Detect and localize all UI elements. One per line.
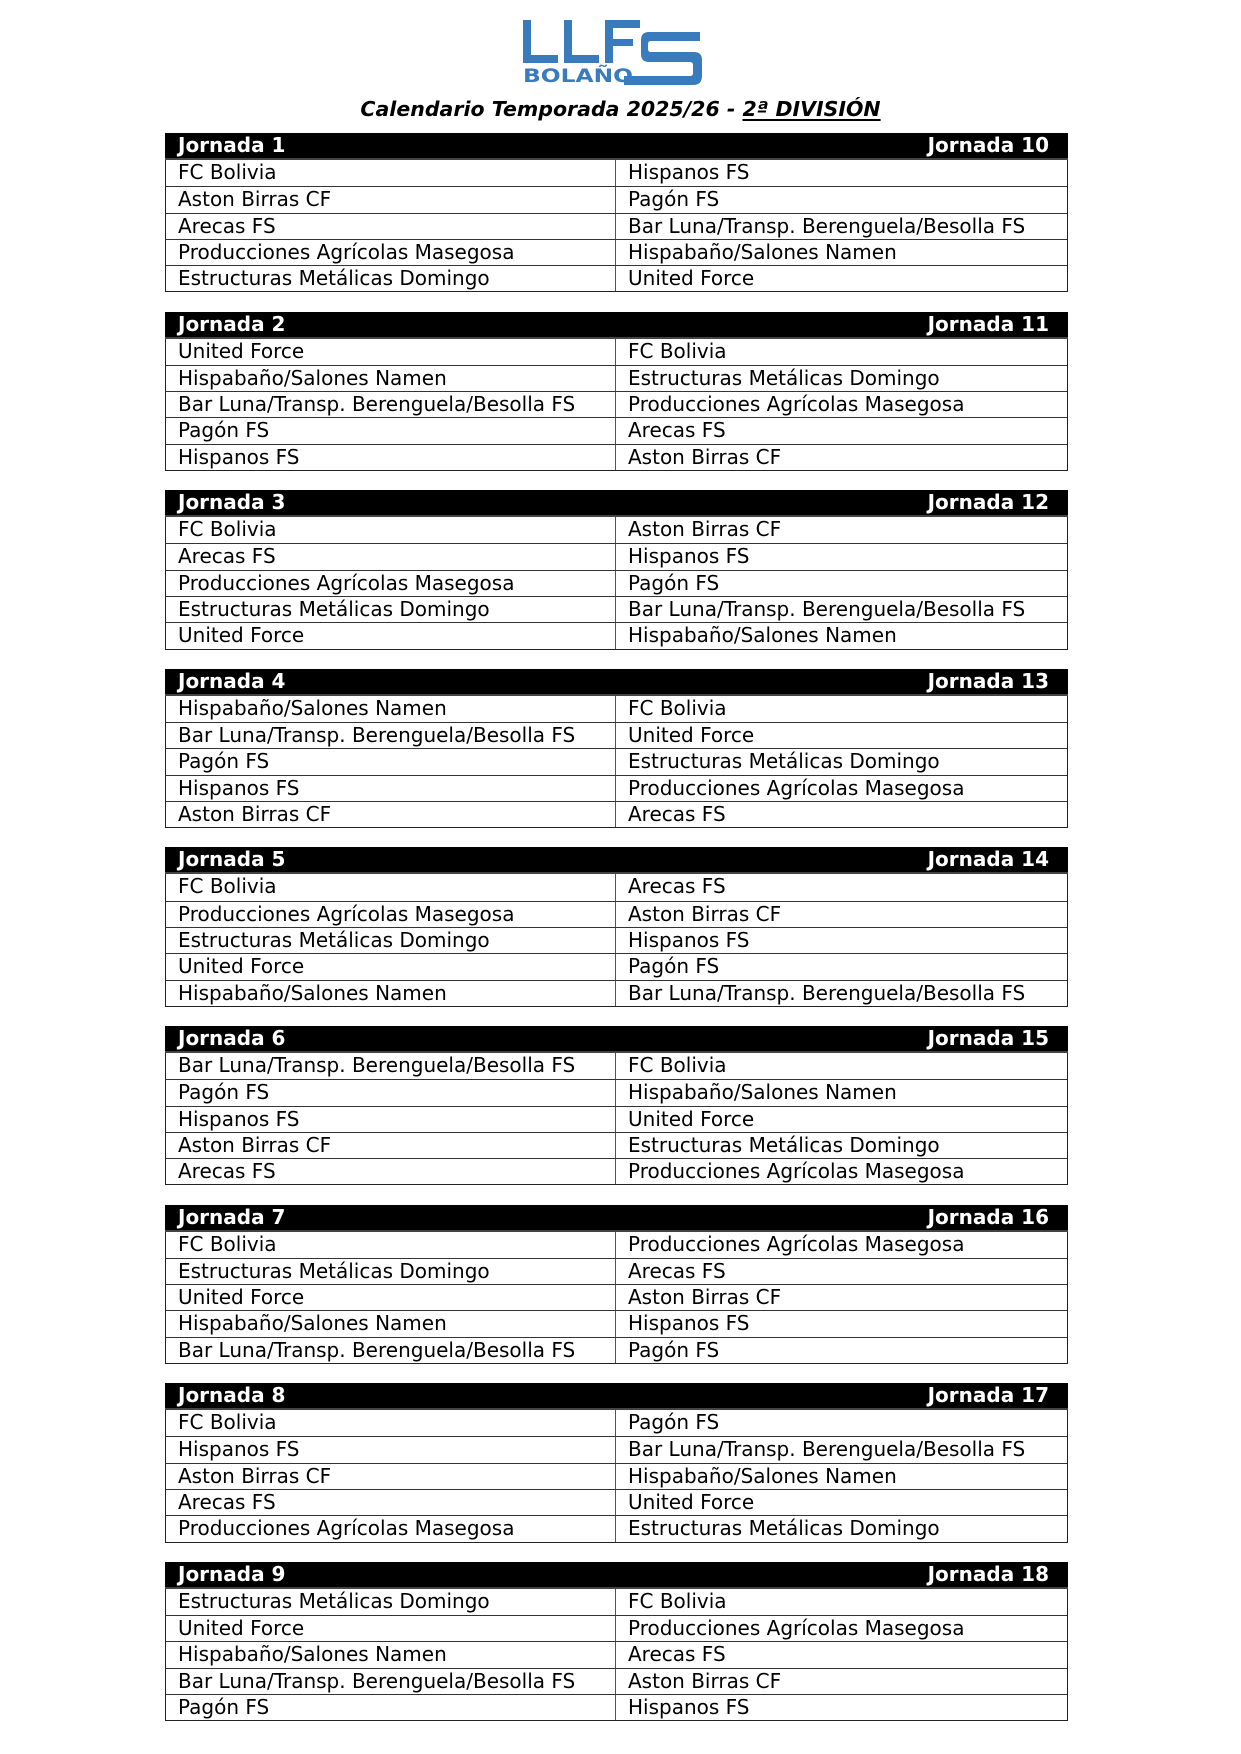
home-team: Bar Luna/Transp. Berenguela/Besolla FS (166, 723, 616, 748)
home-team: FC Bolivia (166, 517, 616, 543)
away-team: FC Bolivia (628, 1053, 727, 1077)
match-row (166, 1158, 1067, 1184)
away-team: Aston Birras CF (628, 1668, 782, 1693)
match-row (166, 722, 1067, 748)
matchday-block (165, 669, 1068, 828)
match-row (166, 160, 1067, 186)
home-team: Aston Birras CF (166, 187, 616, 212)
home-team: Hispabaño/Salones Namen (166, 981, 616, 1006)
title-division: 2ª DIVISIÓN (742, 97, 881, 121)
match-row (166, 570, 1067, 596)
matchday-block (165, 312, 1068, 471)
match-row (166, 1132, 1067, 1158)
matchday-header (165, 133, 1068, 160)
match-row (166, 1589, 1067, 1615)
matchday-header (165, 669, 1068, 696)
away-team: Aston Birras CF (628, 1285, 782, 1310)
match-row (166, 927, 1067, 953)
matchday-header (165, 1026, 1068, 1053)
first-leg-label: Jornada 2 (178, 311, 286, 336)
llfs-bolano-logo (522, 18, 704, 86)
home-team: Hispanos FS (166, 1107, 616, 1132)
match-row (166, 748, 1067, 774)
matchday-block (165, 847, 1068, 1006)
match-list (165, 1232, 1068, 1364)
match-list (165, 1410, 1068, 1542)
away-team: United Force (628, 1106, 755, 1131)
matchday-block (165, 1383, 1068, 1542)
home-team: Aston Birras CF (166, 1464, 616, 1489)
matchday-block (165, 133, 1068, 292)
home-team: Producciones Agrícolas Masegosa (166, 240, 616, 265)
match-list (165, 339, 1068, 471)
first-leg-label: Jornada 6 (178, 1026, 286, 1050)
home-team: Pagón FS (166, 418, 616, 443)
away-team: Hispanos FS (628, 927, 750, 952)
match-row (166, 775, 1067, 801)
home-team: FC Bolivia (166, 1410, 616, 1436)
home-team: Estructuras Metálicas Domingo (166, 928, 616, 953)
away-team: Arecas FS (628, 874, 726, 899)
match-list (165, 1589, 1068, 1721)
home-team: United Force (166, 1285, 616, 1310)
away-team: Pagón FS (628, 1337, 720, 1362)
second-leg-label: Jornada 16 (927, 1204, 1049, 1229)
matchday-block (165, 1026, 1068, 1185)
matchday-header (165, 1383, 1068, 1410)
away-team: Hispanos FS (628, 1311, 750, 1336)
logo-text-bottom: BOLAÑO (523, 65, 613, 86)
match-row (166, 1232, 1067, 1258)
away-team: FC Bolivia (628, 1588, 727, 1613)
match-row (166, 1258, 1067, 1284)
home-team: Bar Luna/Transp. Berenguela/Besolla FS (166, 1338, 616, 1363)
second-leg-label: Jornada 15 (927, 1026, 1049, 1050)
first-leg-label: Jornada 5 (178, 847, 286, 872)
home-team: Arecas FS (166, 1159, 616, 1184)
match-row (166, 1615, 1067, 1641)
away-team: Producciones Agrícolas Masegosa (628, 775, 965, 800)
away-team: Estructuras Metálicas Domingo (628, 749, 940, 774)
match-list (165, 696, 1068, 828)
match-row (166, 1106, 1067, 1132)
first-leg-label: Jornada 3 (178, 490, 286, 515)
home-team: United Force (166, 954, 616, 979)
home-team: Producciones Agrícolas Masegosa (166, 1516, 616, 1541)
away-team: Aston Birras CF (628, 517, 782, 542)
away-team: Producciones Agrícolas Masegosa (628, 1231, 965, 1256)
home-team: Arecas FS (166, 544, 616, 569)
match-row (166, 1310, 1067, 1336)
away-team: United Force (628, 1490, 755, 1515)
away-team: Bar Luna/Transp. Berenguela/Besolla FS (628, 1437, 1026, 1462)
match-row (166, 339, 1067, 365)
home-team: Pagón FS (166, 1695, 616, 1720)
home-team: FC Bolivia (166, 160, 616, 186)
away-team: Pagón FS (628, 570, 720, 595)
match-list (165, 874, 1068, 1006)
away-team: Arecas FS (628, 1642, 726, 1667)
home-team: Estructuras Metálicas Domingo (166, 1259, 616, 1284)
away-team: Pagón FS (628, 1410, 720, 1435)
away-team: Bar Luna/Transp. Berenguela/Besolla FS (628, 213, 1026, 238)
first-leg-label: Jornada 7 (178, 1204, 286, 1229)
home-team: Hispabaño/Salones Namen (166, 1642, 616, 1667)
second-leg-label: Jornada 14 (927, 847, 1049, 872)
match-row (166, 186, 1067, 212)
home-team: Arecas FS (166, 1490, 616, 1515)
match-row (166, 1515, 1067, 1541)
match-row (166, 953, 1067, 979)
away-team: Aston Birras CF (628, 901, 782, 926)
match-row (166, 1463, 1067, 1489)
home-team: Estructuras Metálicas Domingo (166, 597, 616, 622)
logo-letter-l2-foot (564, 55, 599, 63)
second-leg-label: Jornada 10 (927, 133, 1049, 157)
home-team: Bar Luna/Transp. Berenguela/Besolla FS (166, 1053, 616, 1079)
match-row (166, 239, 1067, 265)
match-row (166, 1641, 1067, 1667)
match-row (166, 391, 1067, 417)
away-team: Producciones Agrícolas Masegosa (628, 1616, 965, 1641)
matchday-header (165, 490, 1068, 517)
away-team: Estructuras Metálicas Domingo (628, 1132, 940, 1157)
second-leg-label: Jornada 11 (927, 311, 1049, 336)
home-team: Producciones Agrícolas Masegosa (166, 902, 616, 927)
home-team: Aston Birras CF (166, 802, 616, 827)
match-row (166, 801, 1067, 827)
match-row (166, 1489, 1067, 1515)
page-title (0, 95, 1241, 123)
away-team: Hispabaño/Salones Namen (628, 1080, 897, 1105)
match-row (166, 980, 1067, 1006)
match-list (165, 517, 1068, 649)
away-team: Pagón FS (628, 187, 720, 212)
match-list (165, 1053, 1068, 1185)
away-team: FC Bolivia (628, 338, 727, 363)
away-team: FC Bolivia (628, 695, 727, 720)
matchday-header (165, 1562, 1068, 1589)
match-row (166, 1436, 1067, 1462)
first-leg-label: Jornada 9 (178, 1561, 286, 1586)
second-leg-label: Jornada 18 (927, 1561, 1049, 1586)
match-row (166, 365, 1067, 391)
away-team: United Force (628, 723, 755, 748)
away-team: Arecas FS (628, 418, 726, 443)
matchday-header (165, 312, 1068, 339)
matchday-header (165, 847, 1068, 874)
home-team: Pagón FS (166, 749, 616, 774)
home-team: FC Bolivia (166, 1232, 616, 1258)
match-row (166, 1079, 1067, 1105)
away-team: Hispanos FS (628, 1694, 750, 1719)
home-team: United Force (166, 339, 616, 365)
home-team: Producciones Agrícolas Masegosa (166, 571, 616, 596)
away-team: Estructuras Metálicas Domingo (628, 1516, 940, 1541)
match-row (166, 265, 1067, 291)
away-team: Arecas FS (628, 1258, 726, 1283)
matchday-block (165, 1205, 1068, 1364)
home-team: Hispabaño/Salones Namen (166, 696, 616, 722)
away-team: Hispanos FS (628, 544, 750, 569)
away-team: Pagón FS (628, 954, 720, 979)
match-row (166, 1694, 1067, 1720)
logo-letter-f-top (605, 20, 640, 28)
match-list (165, 160, 1068, 292)
logo-letter-f-mid (605, 39, 633, 46)
matchday-block (165, 1562, 1068, 1721)
match-row (166, 596, 1067, 622)
home-team: United Force (166, 1616, 616, 1641)
second-leg-label: Jornada 12 (927, 490, 1049, 515)
first-leg-label: Jornada 8 (178, 1383, 286, 1408)
home-team: Aston Birras CF (166, 1133, 616, 1158)
logo-letter-s (624, 32, 702, 85)
home-team: Estructuras Metálicas Domingo (166, 266, 616, 291)
match-row (166, 1284, 1067, 1310)
home-team: Hispanos FS (166, 445, 616, 470)
home-team: Hispabaño/Salones Namen (166, 366, 616, 391)
home-team: Hispanos FS (166, 1437, 616, 1462)
away-team: Hispanos FS (628, 160, 750, 184)
first-leg-label: Jornada 4 (178, 668, 286, 693)
match-row (166, 622, 1067, 648)
away-team: Hispabaño/Salones Namen (628, 239, 897, 264)
home-team: Estructuras Metálicas Domingo (166, 1589, 616, 1615)
away-team: Producciones Agrícolas Masegosa (628, 1159, 965, 1184)
away-team: Bar Luna/Transp. Berenguela/Besolla FS (628, 597, 1026, 622)
away-team: Bar Luna/Transp. Berenguela/Besolla FS (628, 980, 1026, 1005)
match-row (166, 874, 1067, 900)
match-row (166, 901, 1067, 927)
match-row (166, 543, 1067, 569)
match-row (166, 517, 1067, 543)
home-team: United Force (166, 623, 616, 648)
home-team: Bar Luna/Transp. Berenguela/Besolla FS (166, 392, 616, 417)
match-row (166, 417, 1067, 443)
match-row (166, 213, 1067, 239)
match-row (166, 1053, 1067, 1079)
away-team: United Force (628, 266, 755, 291)
home-team: Bar Luna/Transp. Berenguela/Besolla FS (166, 1669, 616, 1694)
home-team: Pagón FS (166, 1080, 616, 1105)
matchday-header (165, 1205, 1068, 1232)
home-team: Hispanos FS (166, 776, 616, 801)
home-team: Arecas FS (166, 214, 616, 239)
away-team: Hispabaño/Salones Namen (628, 1463, 897, 1488)
first-leg-label: Jornada 1 (178, 133, 286, 157)
away-team: Estructuras Metálicas Domingo (628, 365, 940, 390)
title-season: Calendario Temporada 2025/26 - (360, 97, 743, 121)
away-team: Producciones Agrícolas Masegosa (628, 392, 965, 417)
match-row (166, 1668, 1067, 1694)
logo-letter-l1-foot (523, 55, 558, 63)
away-team: Arecas FS (628, 801, 726, 826)
home-team: FC Bolivia (166, 874, 616, 900)
matchday-block (165, 490, 1068, 649)
match-row (166, 696, 1067, 722)
second-leg-label: Jornada 13 (927, 668, 1049, 693)
match-row (166, 1337, 1067, 1363)
home-team: Hispabaño/Salones Namen (166, 1311, 616, 1336)
second-leg-label: Jornada 17 (927, 1383, 1049, 1408)
match-row (166, 1410, 1067, 1436)
away-team: Hispabaño/Salones Namen (628, 623, 897, 648)
away-team: Aston Birras CF (628, 444, 782, 469)
match-row (166, 444, 1067, 470)
